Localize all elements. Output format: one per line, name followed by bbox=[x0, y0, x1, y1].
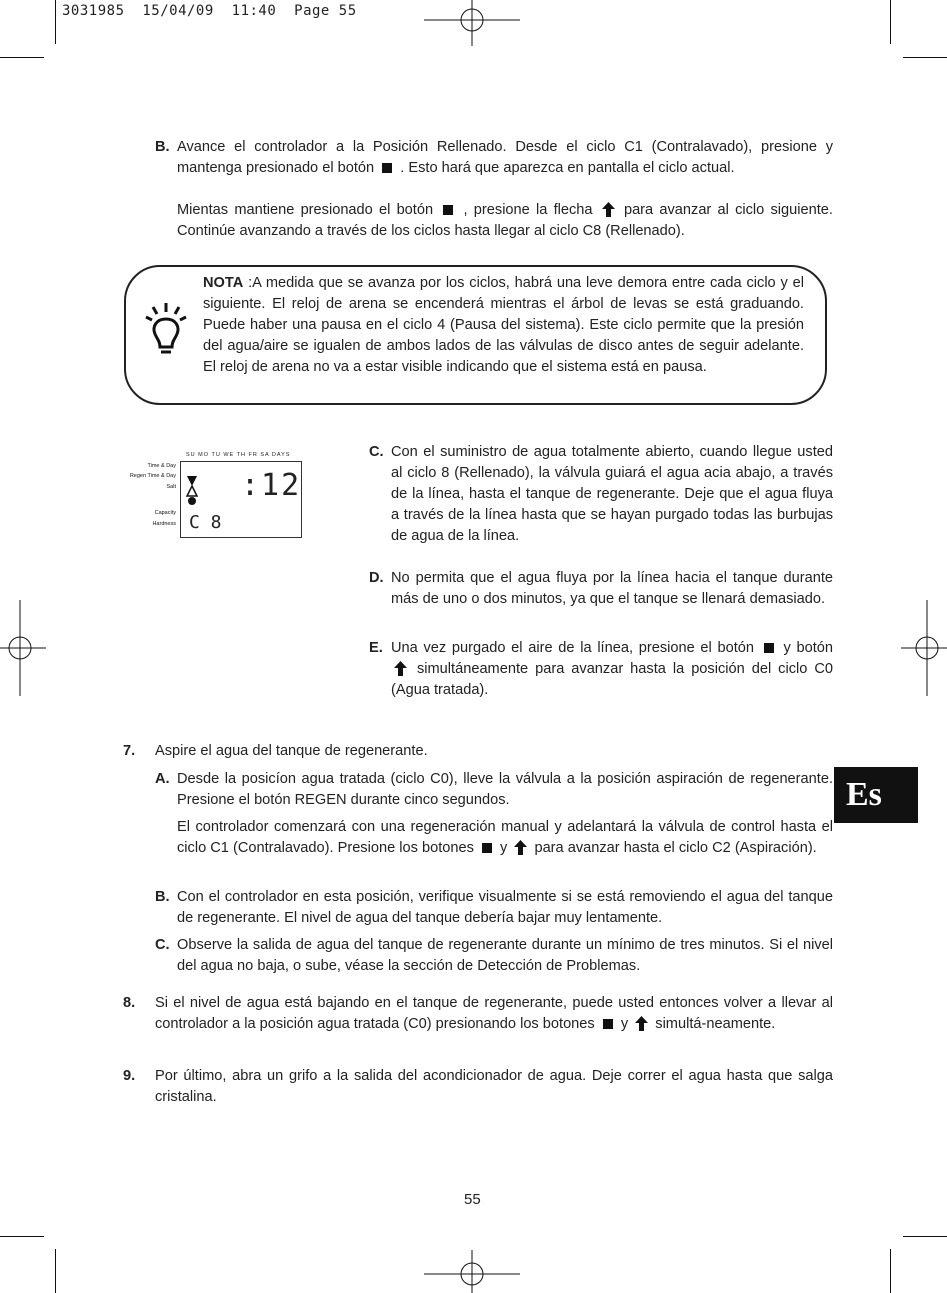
display-time: :12 bbox=[241, 468, 302, 503]
crop-mark bbox=[890, 0, 891, 44]
step-8-number: 8. bbox=[123, 995, 136, 1011]
section-b-text-2c: para avanzar al ciclo siguiente. Continúe avanzando a través de los ciclos hasta llegar al ciclo C8 (Rellenado). bbox=[177, 202, 833, 239]
step-7-c-label: C. bbox=[155, 937, 170, 953]
section-d bbox=[369, 568, 833, 610]
step-7-b-text: Con el controlador en esta posición, verifique visualmente si se está removiendo el agua del tanque de regenerante. El nivel de agua del tanque debería bajar muy lentamente. bbox=[177, 889, 833, 926]
section-c bbox=[369, 442, 833, 547]
up-arrow-icon bbox=[602, 202, 615, 217]
step-7-a-text2a: El controlador comenzará con una regeneración manual y adelantará la válvula de control hasta el ciclo C1 (Contralavado). Presione los botones bbox=[177, 819, 833, 856]
step-7-a-text: Desde la posicíon agua tratada (ciclo C0), lleve la válvula a la posición aspiración de regenerante. Presione el botón REGEN durante cinco segundos. bbox=[177, 771, 833, 808]
page-number: 55 bbox=[464, 1191, 481, 1208]
step-7-b bbox=[155, 887, 833, 929]
section-c-text: Con el suministro de agua totalmente abierto, cuando llegue usted al ciclo 8 (Rellenado), la válvula guiará el agua acia abajo, a través de la línea, hasta el tanque de regenerante. Deje que el agua fluya a través de la línea hasta que se hayan purgado todas las burbujas de agua de la línea. bbox=[391, 444, 833, 544]
display-days-row: SU MO TU WE TH FR SA DAYS bbox=[186, 452, 291, 458]
step-7-a-label: A. bbox=[155, 771, 170, 787]
crop-mark bbox=[903, 1236, 947, 1237]
note-title: NOTA bbox=[203, 275, 244, 291]
step-9-text: Por último, abra un grifo a la salida del acondicionador de agua. Deje correr el agua hasta que salga cristalina. bbox=[155, 1068, 833, 1105]
step-7-a-text2c: para avanzar hasta el ciclo C2 (Aspiración). bbox=[534, 840, 817, 856]
section-d-label: D. bbox=[369, 570, 384, 586]
section-b-text-2b: , presione la flecha bbox=[463, 202, 593, 218]
crop-mark bbox=[55, 1249, 56, 1293]
display-label-time: Time & Day bbox=[147, 463, 176, 469]
step-7-b-label: B. bbox=[155, 889, 170, 905]
step-8-text-b: y bbox=[620, 1016, 629, 1032]
display-label-salt: Salt bbox=[166, 484, 176, 490]
registration-mark bbox=[0, 600, 46, 696]
lightbulb-icon bbox=[144, 301, 188, 357]
step-8-text-c: simultá-neamente. bbox=[655, 1016, 776, 1032]
step-9-number: 9. bbox=[123, 1068, 136, 1084]
section-b-text-1a: Avance el controlador a la Posición Rellenado. Desde el ciclo C1 (Contralavado), presione y mantenga presionado el botón bbox=[177, 139, 833, 176]
note-text-block bbox=[203, 273, 804, 378]
section-e-text-a: Una vez purgado el aire de la línea, presione el botón bbox=[391, 640, 755, 656]
section-e-label: E. bbox=[369, 640, 383, 656]
section-b bbox=[155, 137, 833, 242]
up-arrow-icon bbox=[394, 661, 407, 676]
print-header: 3031985 15/04/09 11:40 Page 55 bbox=[62, 3, 357, 19]
crop-mark bbox=[0, 1236, 44, 1237]
stop-square-icon bbox=[603, 1019, 613, 1029]
section-e-text-b: y botón bbox=[783, 640, 833, 656]
step-8-text-a: Si el nivel de agua está bajando en el tanque de regenerante, puede usted entonces volver a llevar al controlador a la posición agua tratada (C0) presionando los botones bbox=[155, 995, 833, 1032]
stop-square-icon bbox=[764, 643, 774, 653]
crop-mark bbox=[55, 0, 56, 44]
crop-mark bbox=[890, 1249, 891, 1293]
section-b-text-2a: Mientas mantiene presionado el botón bbox=[177, 202, 434, 218]
stop-square-icon bbox=[482, 843, 492, 853]
hourglass-icon bbox=[185, 474, 199, 506]
note-text: :A medida que se avanza por los ciclos, habrá una leve demora entre cada ciclo y el siguiente. El reloj de arena se encenderá mientras el árbol de levas se está graduando. Puede haber una pausa en el ciclo 4 (Pausa del sistema). Este ciclo permite que la presión del agua/aire se igualen de ambos lados de las válvulas de disco antes de seguir adelante. El reloj de arena no va a estar visible indicando que el sistema está en pausa. bbox=[203, 275, 804, 375]
step-7-text: Aspire el agua del tanque de regenerante. bbox=[155, 743, 428, 759]
up-arrow-icon bbox=[514, 840, 527, 855]
section-e bbox=[369, 638, 833, 701]
registration-mark bbox=[424, 1250, 520, 1293]
step-7-a-text2b: y bbox=[500, 840, 508, 856]
section-c-label: C. bbox=[369, 444, 384, 460]
stop-square-icon bbox=[443, 205, 453, 215]
section-d-text: No permita que el agua fluya por la línea hacia el tanque durante más de uno o dos minutos, ya que el tanque se llenará demasiado. bbox=[391, 570, 833, 607]
crop-mark bbox=[903, 57, 947, 58]
registration-mark bbox=[424, 0, 520, 46]
section-e-text-c: simultáneamente para avanzar hasta la posición del ciclo C0 (Agua tratada). bbox=[391, 661, 833, 698]
controller-display bbox=[180, 461, 302, 538]
crop-mark bbox=[0, 57, 44, 58]
up-arrow-icon bbox=[635, 1016, 648, 1031]
note-box bbox=[124, 265, 827, 405]
step-7-number: 7. bbox=[123, 743, 136, 759]
registration-mark bbox=[901, 600, 947, 696]
stop-square-icon bbox=[382, 163, 392, 173]
section-b-text-1b: . Esto hará que aparezca en pantalla el ciclo actual. bbox=[400, 160, 735, 176]
section-b-label: B. bbox=[155, 139, 170, 155]
step-7-a bbox=[155, 769, 833, 859]
display-label-hardness: Hardness bbox=[152, 521, 176, 527]
step-7-c bbox=[155, 935, 833, 977]
display-label-regen: Regen Time & Day bbox=[129, 473, 176, 479]
display-cycle: C 8 bbox=[189, 512, 222, 533]
display-label-capacity: Capacity bbox=[154, 510, 176, 516]
language-tab: Es bbox=[834, 767, 918, 823]
step-8-text bbox=[155, 993, 833, 1035]
step-7-c-text: Observe la salida de agua del tanque de regenerante durante un mínimo de tres minutos. Si el nivel del agua no baja, o sube, véase la sección de Detección de Problemas. bbox=[177, 937, 833, 974]
